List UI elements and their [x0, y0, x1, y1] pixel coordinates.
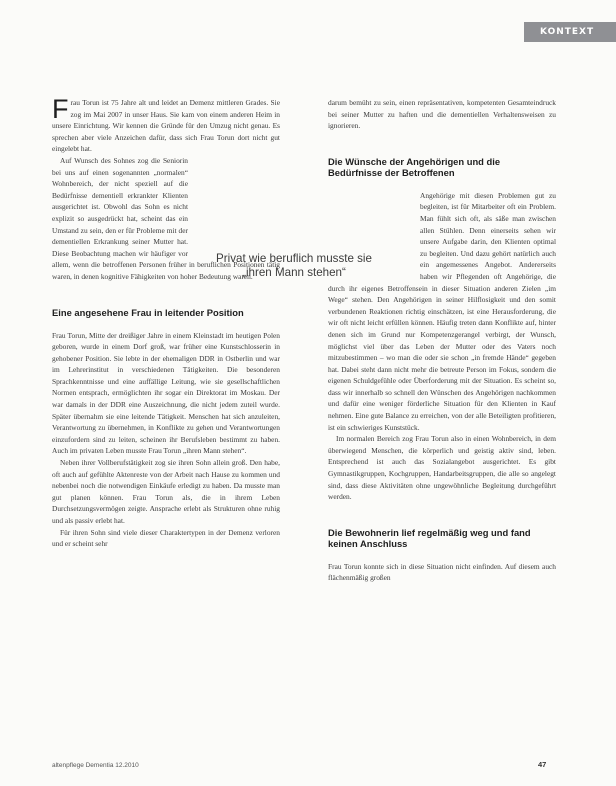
dropcap: F: [52, 94, 69, 124]
body-paragraph: Angehörige mit diesen Problemen gut zu begleiten, ist für Mitarbeiter oft ein Problem. Man fühlt sich oft, als säße man zwischen allen Stühlen. Denn einerseits sehen wir unsere Aufgabe darin, den Klienten optimal zu begleiten. Und dazu gehört natürlich auch ein angemessenes Angebot. Andererseits haben wir Pflegenden oft Angehörige, die durch ihr eigenes Betroffensein in dieser Situation anderen Zielen „im Wege“ stehen. Den Angehörigen in seiner Hilflosigkeit und den somit verbundenen Reaktionen richtig einschätzen, ist eine Herausforderung, die wir oft nicht leicht erfüllen können. Häufig treten dann Konflikte auf, hinter denen sich im Grund nur Kompetenzgerangel verbirgt, der Wunsch, möglichst viel über das Leben der Mutter oder des Vaters noch mitzubestimmen – wo man die oder sie schon „in fremde Hände“ gegeben hat. Dabei steht dann nicht mehr die betreute Person im Fokus, sondern die eigenen Schuldgefühle oder Überforderung mit der Situation. Es scheint so, dass wir innerhalb so schnell den Wünschen des Angehörigen nachkommen und dafür eine weniger förderliche Situation für den Klienten in Kauf nehmen. Eine gute Balance zu erreichen, von der alle Beteiligten profitieren, ist ein schwieriges Kunststück.: [328, 190, 556, 432]
spacer: [52, 283, 280, 307]
intro-paragraph-text: rau Torun ist 75 Jahre alt und leidet an Demenz mittleren Grades. Sie zog im Mai 2007 in unser Haus. Sie kam von einem anderen Heim in unsere Einrichtung. Wir kennen die Gründe für den Umzug nicht genau. Es sprechen aber viele Anzeichen dafür, dass sich Frau Torun dort nicht gut eingelebt hat.: [52, 98, 280, 154]
section-heading: Eine angesehene Frau in leitender Position: [52, 306, 244, 318]
body-paragraph: Frau Torun, Mitte der dreißiger Jahre in einem Kleinstadt im heutigen Polen geboren, wurde in einem Dorf groß, war früher eine Kunstschlosserin in gehobener Position. Sie lebte in der ehemaligen DDR in Ostberlin und war im Lehrerinstitut in verschiedenen Tätigkeiten. Die besonderen Sprachkenntnisse und eine auffällige Leitung, wie sie gesellschaftlichen Normen entsprach, ermöglichten ihr sogar ein Direktorat im Moskau. Der war damals in der DDR eine Auszeichnung, die nicht jedem zuteil wurde. Später übernahm sie eine leitende Tätigkeit. Menschen hat sich anzuleiten, Verantwortung zu übernehmen, in Konflikte zu gehen und Verantwortungen einzufordern sind zu leiten, scheinen ihr Berufsleben bestimmt zu haben. Auch im privaten Leben musste Frau Torun „ihren Mann stehen“.: [52, 330, 280, 456]
body-paragraph: Im normalen Bereich zog Frau Torun also in einen Wohnbereich, in dem überwiegend Menschen, die körperlich und geistig aktiv sind, leben. Entsprechend ist auch das Sozialangebot ausgerichtet. Es gibt Gymnastikgruppen, Kochgruppen, Handarbeitsgruppen, die alle so angelegt sind, dass diese Aktivitäten ohne ungewöhnliche Begleitung durchgeführt werden.: [328, 434, 556, 502]
spacer: [328, 503, 556, 527]
body-paragraph: darum bemüht zu sein, einen repräsentativen, kompetenten Gesamteindruck bei seiner Mutter zu haften und die dementiellen Verhaltensweisen zu ignorieren.: [328, 98, 556, 131]
pull-quote: Privat wie beruflich musste sie „ihren Mann stehen“: [216, 252, 372, 279]
body-paragraph: Neben ihrer Vollberufstätigkeit zog sie ihren Sohn allein groß. Den habe, oft auch auf gefühlte Aktenreste von der Arbeit nach Hause zu kommen und nebenbei noch die notwendigen Einkäufe erledigt zu haben. Da musste man gut planen können. Frau Torun als, die in ihrem Leben Durchsetzungsvermögen zeigte. Ansprache erlebt als Strukturen ohne ruhig und als passiv erlebt hat.: [52, 458, 280, 525]
spacer: [328, 178, 556, 190]
right-column: [328, 97, 556, 584]
section-heading: Die Wünsche der Angehörigen und die Bedürfnisse der Betroffenen: [328, 155, 501, 178]
body-paragraph: Auf Wunsch des Sohnes zog die Seniorin bei uns auf einen sogenannten „normalen“ Wohnbereich, der nicht speziell auf die Bedürfnisse dementiell erkrankter Klienten ausgerichtet ist. Obwohl das Sohn es nicht explizit so ausgedrückt hat, scheint das ein Umstand zu sein, den er für Probleme mit der dementiellen Erkrankung seiner Mutter hat. Diese Beobachtung machen wir häufiger vor allem, wenn die betroffenen Personen früher in beruflichen Positionen tätig waren, in denen kognitive Fähigkeiten von hoher Bedeutung waren.: [52, 155, 280, 281]
body-paragraph: Für ihren Sohn sind viele dieser Charaktertypen in der Demenz verloren und er scheint sehr: [52, 527, 280, 549]
spacer: [328, 132, 556, 156]
footer-magazine: altenpflege Dementia 12.2010: [52, 762, 139, 769]
spacer: [52, 318, 280, 330]
section-tab: [524, 22, 616, 42]
pull-quote-spacer: [194, 155, 280, 255]
body-paragraph: Frau Torun konnte sich in diese Situation nicht einfinden. Auf diesem auch flächenmäßig großen: [328, 561, 556, 583]
section-heading: Die Bewohnerin lief regelmäßig weg und fand keinen Anschluss: [328, 526, 531, 549]
section-tab-label: KONTEXT: [540, 27, 595, 37]
spacer: [328, 549, 556, 561]
intro-paragraph: [52, 94, 280, 155]
left-column: [52, 94, 280, 550]
page-number: 47: [538, 760, 547, 769]
